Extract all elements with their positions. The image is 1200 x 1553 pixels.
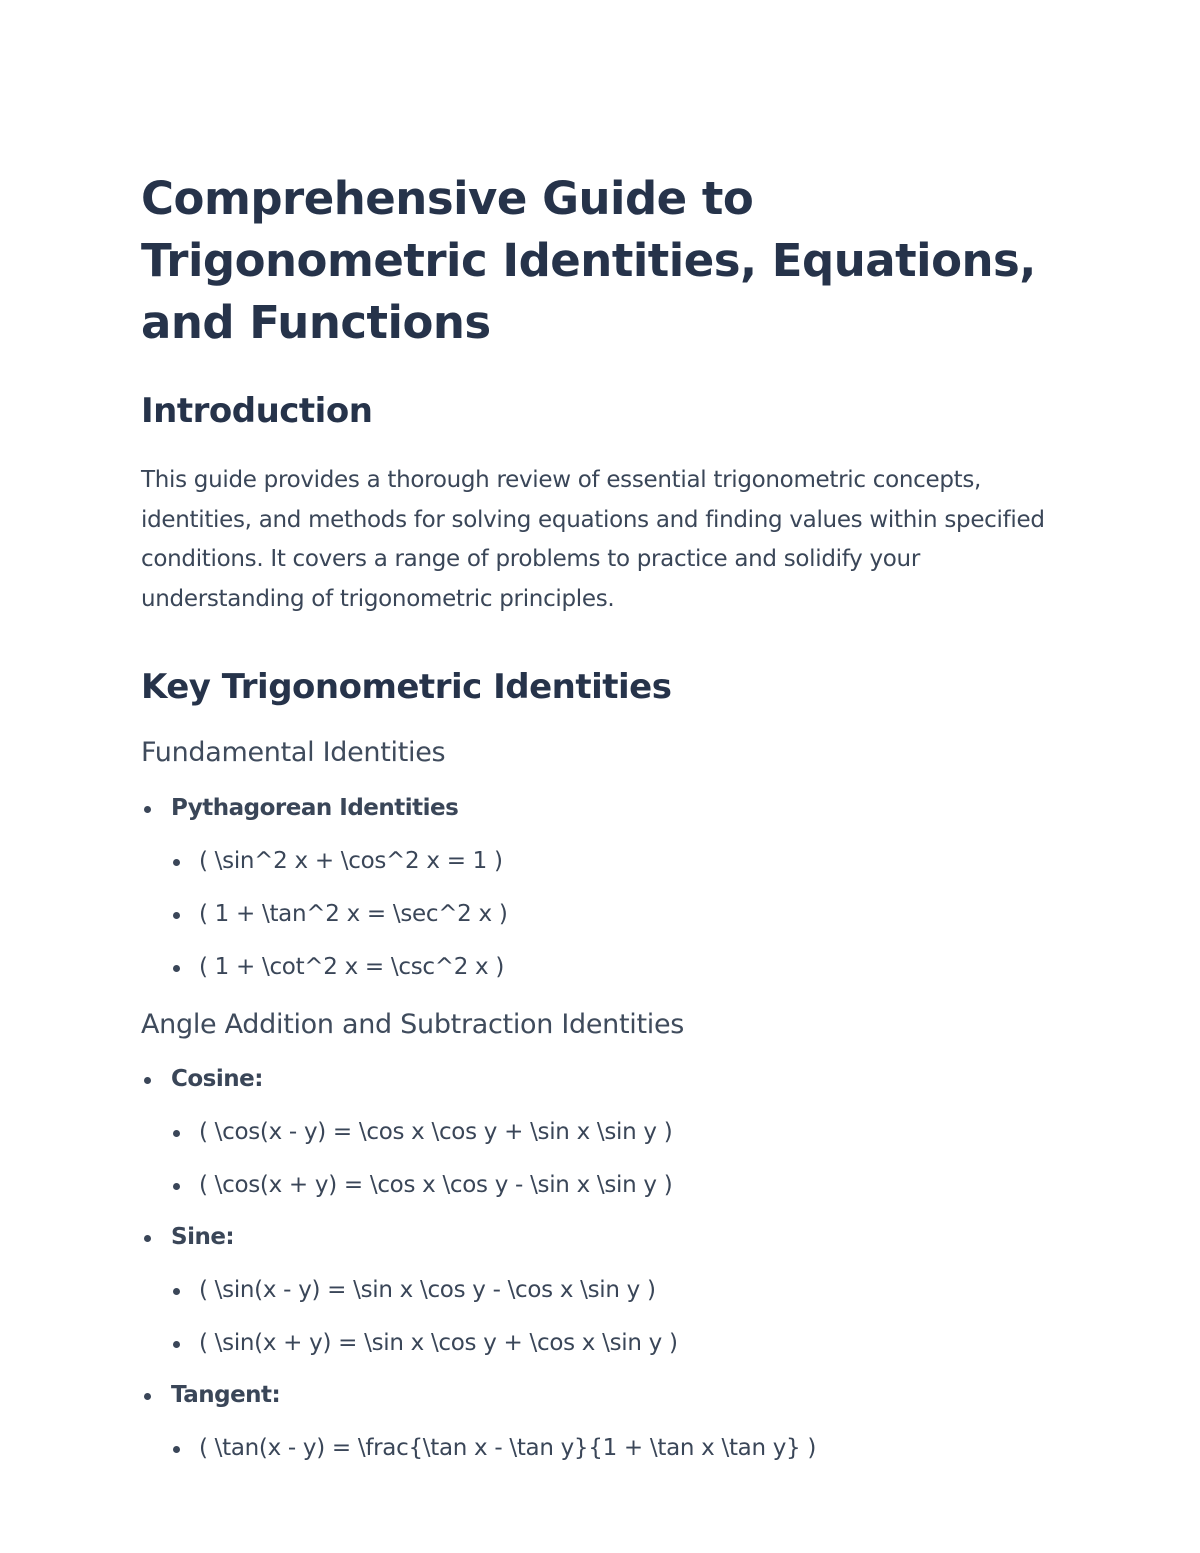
group-label: Cosine: [171,1066,263,1092]
fundamental-identities-heading: Fundamental Identities [141,737,446,768]
fundamental-identities-list [141,788,1061,987]
bullet-icon [144,1077,151,1084]
bullet-icon [173,1446,180,1453]
bullet-icon [173,859,180,866]
angle-addition-list [141,1059,1061,1468]
formula-text: ( \sin^2 x + \cos^2 x = 1 ) [199,848,503,874]
formula-text: ( \cos(x + y) = \cos x \cos y - \sin x \sin y ) [199,1172,673,1198]
formula-item [171,1270,1061,1310]
list-item-cosine [141,1059,1061,1205]
formula-item [171,1165,1061,1205]
bullet-icon [144,806,151,813]
formula-text: ( \sin(x - y) = \sin x \cos y - \cos x \sin y ) [199,1277,656,1303]
formula-text: ( 1 + \cot^2 x = \csc^2 x ) [199,954,505,980]
document-page [141,168,1061,1468]
formula-item [171,947,1061,987]
formula-text: ( \cos(x - y) = \cos x \cos y + \sin x \sin y ) [199,1119,673,1145]
bullet-icon [144,1235,151,1242]
list-item-tangent [141,1375,1061,1468]
formula-list [171,841,1061,987]
formula-item [171,894,1061,934]
bullet-icon [173,1183,180,1190]
group-label: Tangent: [171,1382,281,1408]
document-title: Comprehensive Guide to Trigonometric Identities, Equations, and Functions [141,172,1036,349]
list-item-sine [141,1217,1061,1363]
formula-item [171,841,1061,881]
formula-item [171,1428,1061,1468]
formula-text: ( \sin(x + y) = \sin x \cos y + \cos x \sin y ) [199,1330,678,1356]
introduction-paragraph: This guide provides a thorough review of essential trigonometric concepts, identities, and methods for solving equations and finding values within specified conditions. It covers a range of problems to practice and solidify your understanding of trigonometric principles. [141,467,1045,612]
angle-addition-heading: Angle Addition and Subtraction Identities [141,1009,685,1040]
bullet-icon [144,1393,151,1400]
bullet-icon [173,1341,180,1348]
formula-item [171,1323,1061,1363]
list-item-pythagorean [141,788,1061,987]
group-label: Pythagorean Identities [171,795,459,821]
bullet-icon [173,1130,180,1137]
bullet-icon [173,965,180,972]
formula-list [171,1428,1061,1468]
formula-list [171,1112,1061,1205]
group-label: Sine: [171,1224,235,1250]
introduction-heading: Introduction [141,391,373,431]
formula-item [171,1112,1061,1152]
key-identities-heading: Key Trigonometric Identities [141,667,672,707]
formula-list [171,1270,1061,1363]
formula-text: ( 1 + \tan^2 x = \sec^2 x ) [199,901,508,927]
bullet-icon [173,1288,180,1295]
formula-text: ( \tan(x - y) = \frac{\tan x - \tan y}{1 + \tan x \tan y} ) [199,1435,817,1461]
bullet-icon [173,912,180,919]
